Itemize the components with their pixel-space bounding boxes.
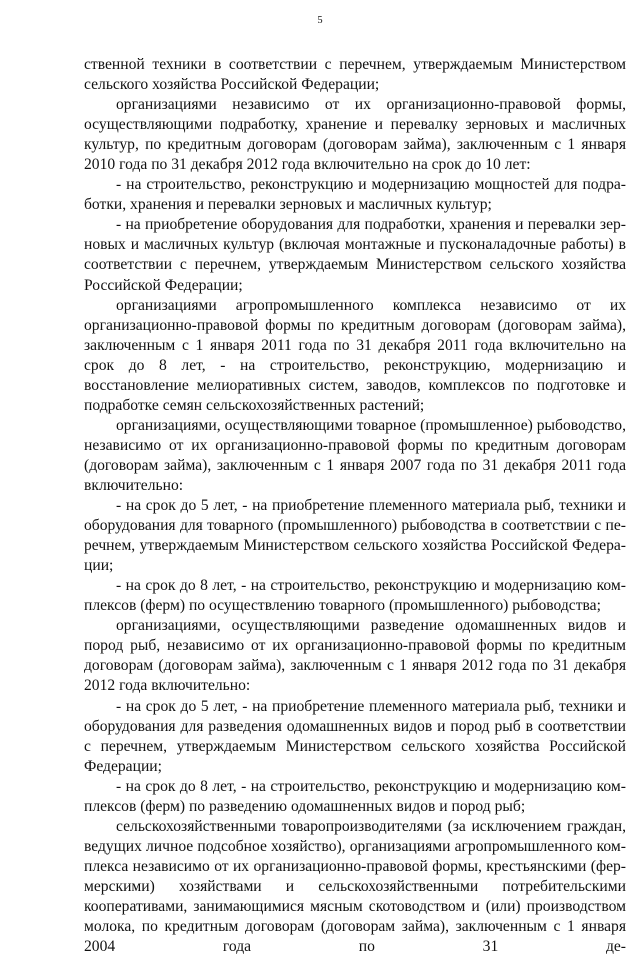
paragraph: ственной техники в соответствии с перечнем, утверждаемым Министерством сельского хозяйства Российской Федерации; bbox=[84, 56, 626, 94]
paragraph: организациями, осуществляющими товарное (промышленное) рыбоводство, независимо от их организационно-правовой формы по кредитным договорам (договорам займа), заключенным с 1 января 2007 года по 31 декабря 2011 года включительно: bbox=[84, 416, 626, 494]
paragraph: сельскохозяйственными товаропроизводителями (за исключением граждан, ведущих личное подсобное хозяйство), организациями агропромышленного комплекса независимо от их организационно-правовой формы, крестьянскими (фермерскими) хозяйствами и сельскохозяйственными потребительскими кооперативами, занимающимися мясным скотоводством и (или) производством молока, по кредитным договорам (договорам займа), заключенным с 1 января 2004 года по 31 де- bbox=[84, 817, 626, 956]
paragraph: организациями независимо от их организационно-правовой формы, осуществляющими подработку, хранение и перевалку зерновых и масличных культур, по кредитным договорам (договорам займа), заключенным с 1 января 2010 года по 31 декабря 2012 года включительно на срок до 10 лет: bbox=[84, 96, 626, 174]
list-item: - на срок до 8 лет, - на строительство, реконструкцию и модернизацию комплексов (ферм) по разведению одомашненных видов и пород рыб; bbox=[84, 777, 626, 815]
list-item: - на строительство, реконструкцию и модернизацию мощностей для подработки, хранения и перевалки зерновых и масличных культур; bbox=[84, 176, 626, 214]
page-number: 5 bbox=[317, 15, 323, 26]
list-item: - на срок до 8 лет, - на строительство, реконструкцию и модернизацию комплексов (ферм) по осуществлению товарного (промышленного) рыбоводства; bbox=[84, 577, 626, 615]
paragraph: организациями агропромышленного комплекса независимо от их организационно-правовой формы по кредитным договорам (договорам займа), заключенным с 1 января 2011 года по 31 декабря 2011 года включительно на срок до 8 лет, - на строительство, реконструкцию, модернизацию и восстановление мелиоративных систем, заводов, комплексов по подготовке и подработке семян сельскохозяйственных растений; bbox=[84, 296, 626, 414]
body-text bbox=[84, 55, 626, 957]
paragraph: организациями, осуществляющими разведение одомашненных видов и пород рыб, независимо от их организационно-правовой формы по кредитным договорам (договорам займа), заключенным с 1 января 2012 года по 31 декабря 2012 года включительно: bbox=[84, 617, 626, 695]
list-item: - на срок до 5 лет, - на приобретение племенного материала рыб, техники и оборудования для разведения одомашненных видов и пород рыб в соответствии с перечнем, утверждаемым Министерством сельского хозяйства Российской Федерации; bbox=[84, 697, 626, 775]
list-item: - на срок до 5 лет, - на приобретение племенного материала рыб, техники и оборудования для товарного (промышленного) рыбоводства в соответствии с перечнем, утверждаемым Министерством сельского хозяйства Российской Федерации; bbox=[84, 497, 626, 575]
list-item: - на приобретение оборудования для подработки, хранения и перевалки зерновых и масличных культур (включая монтажные и пусконаладочные работы) в соответствии с перечнем, утверждаемым Министерством сельского хозяйства Российской Федерации; bbox=[84, 216, 626, 294]
